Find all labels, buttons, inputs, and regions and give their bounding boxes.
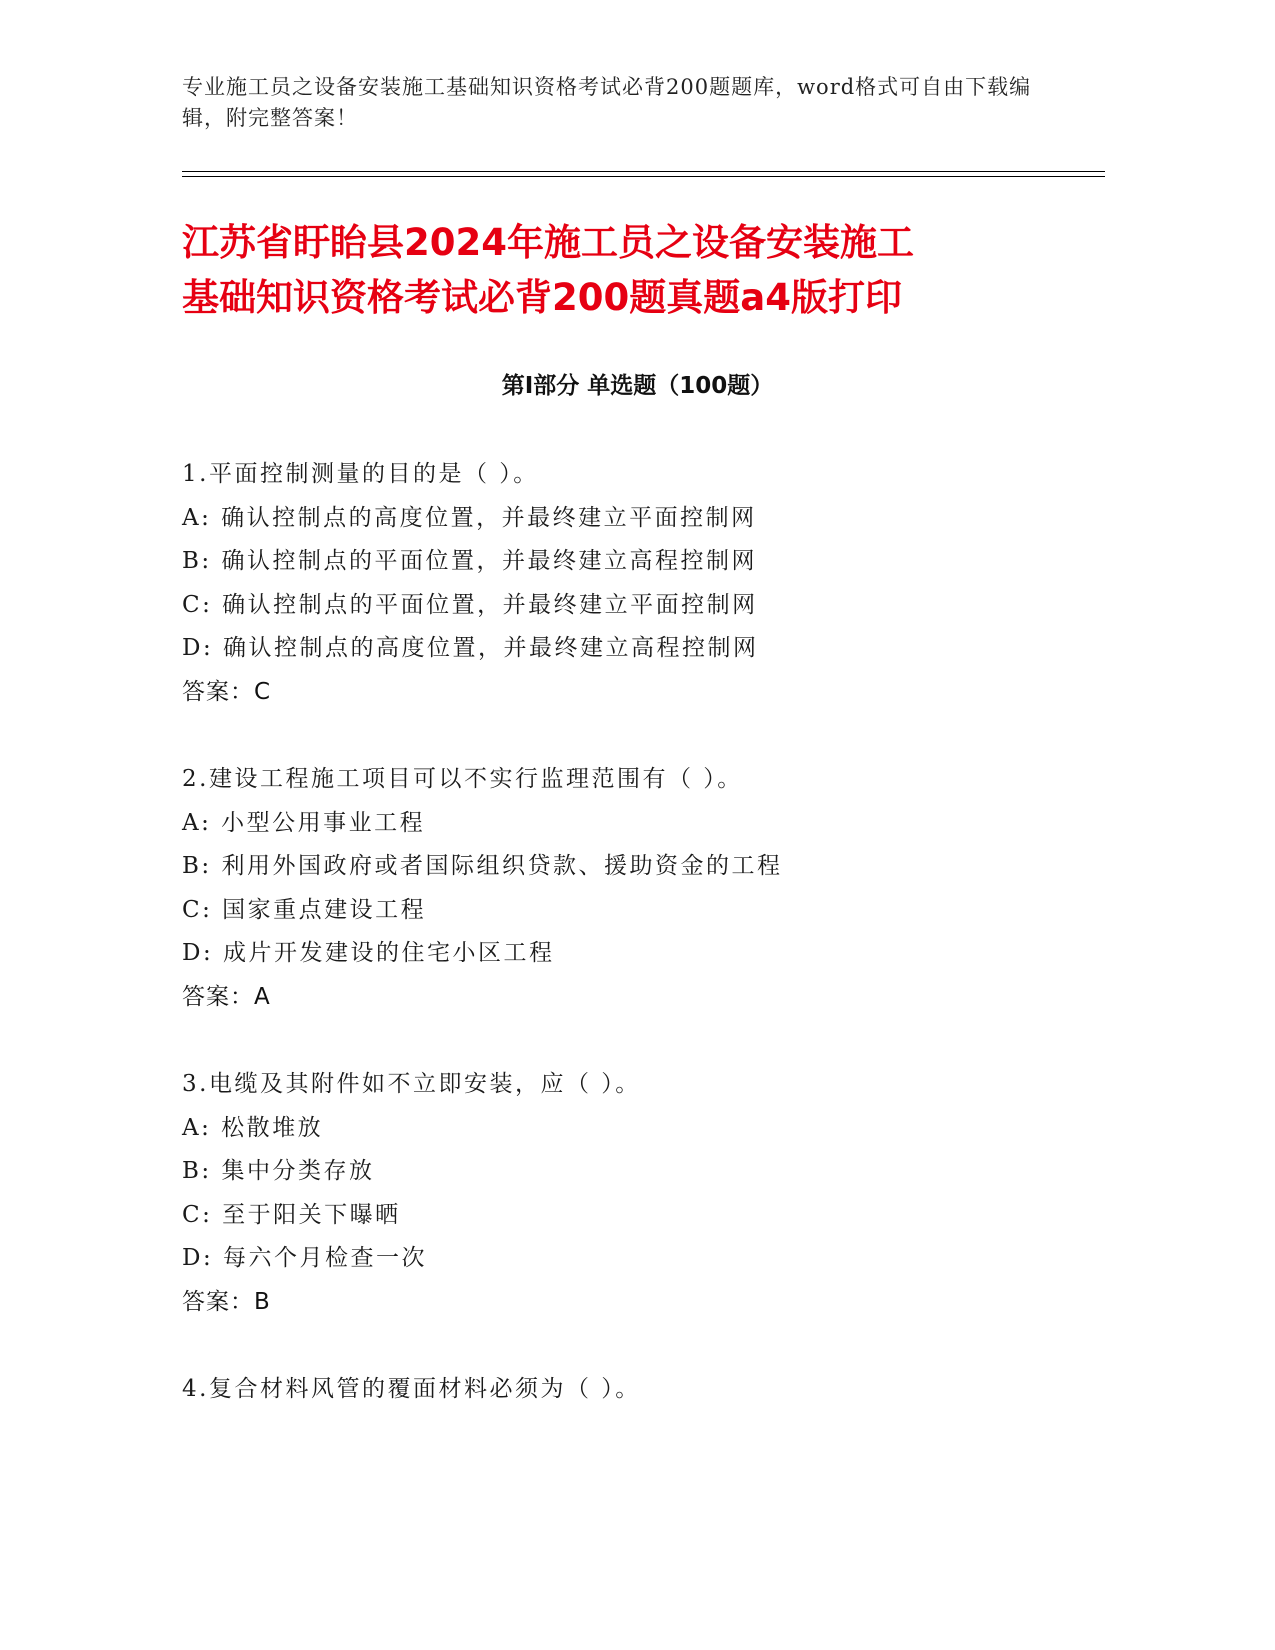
header-note: 专业施工员之设备安装施工基础知识资格考试必背200题题库，word格式可自由下载编辑，附完整答案！ <box>182 75 1032 130</box>
question-stem: 4.复合材料风管的覆面材料必须为（ ）。 <box>182 1376 641 1402</box>
title-line-1: 江苏省盱眙县2024年施工员之设备安装施工 <box>182 221 914 264</box>
header-divider-bottom <box>182 176 1105 177</box>
option-b: B: 确认控制点的平面位置，并最终建立高程控制网 <box>182 548 757 574</box>
answer: 答案：B <box>182 1288 271 1315</box>
option-a: A: 小型公用事业工程 <box>182 809 426 836</box>
option-c: C: 确认控制点的平面位置，并最终建立平面控制网 <box>182 591 758 618</box>
question-stem: 1.平面控制测量的目的是（ ）。 <box>182 461 539 487</box>
question-stem: 2.建设工程施工项目可以不实行监理范围有（ ）。 <box>182 766 743 792</box>
section-heading: 第Ⅰ部分 单选题（100题） <box>501 373 774 399</box>
option-c: C: 至于阳关下曝晒 <box>182 1201 401 1228</box>
header-divider-top <box>182 171 1105 172</box>
option-d: D: 成片开发建设的住宅小区工程 <box>182 940 555 966</box>
option-b: B: 集中分类存放 <box>182 1158 375 1184</box>
answer: 答案：C <box>182 678 272 705</box>
title-line-2: 基础知识资格考试必背200题真题a4版打印 <box>182 276 902 319</box>
option-a: A: 松散堆放 <box>182 1114 324 1141</box>
option-c: C: 国家重点建设工程 <box>182 896 427 923</box>
option-d: D: 每六个月检查一次 <box>182 1245 428 1271</box>
answer: 答案：A <box>182 983 271 1010</box>
question-stem: 3.电缆及其附件如不立即安装，应（ ）。 <box>182 1071 641 1097</box>
option-b: B: 利用外国政府或者国际组织贷款、援助资金的工程 <box>182 853 783 879</box>
option-a: A: 确认控制点的高度位置，并最终建立平面控制网 <box>182 504 757 531</box>
question-1 <box>182 453 1082 714</box>
question-3 <box>182 1063 1082 1324</box>
question-4 <box>182 1368 1082 1412</box>
document-title <box>182 215 1082 325</box>
question-2 <box>182 758 1082 1019</box>
option-d: D: 确认控制点的高度位置，并最终建立高程控制网 <box>182 635 759 661</box>
